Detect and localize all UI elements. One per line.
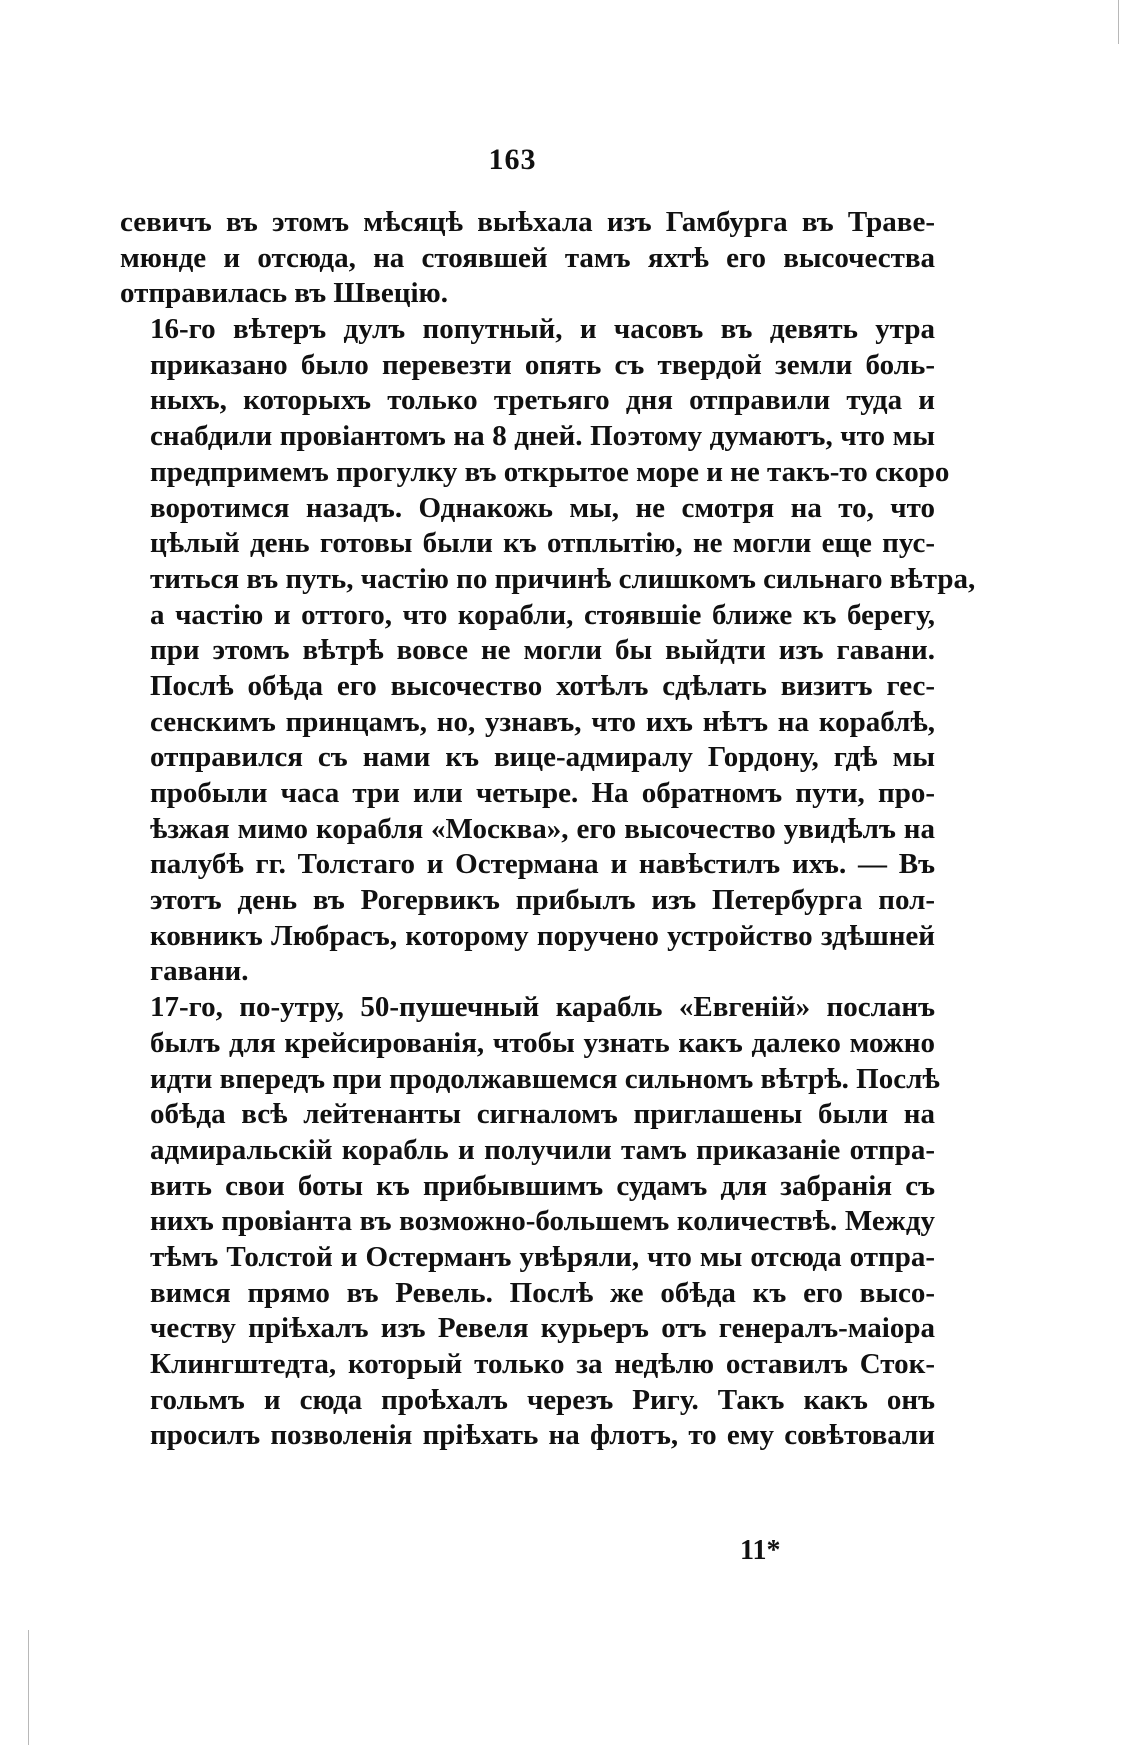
text-line: этотъ день въ Рогервикъ прибылъ изъ Петербурга пол- xyxy=(150,884,935,917)
text-line: просилъ позволенія пріѣхать на флотъ, то ему совѣтовали xyxy=(150,1419,935,1452)
paragraph xyxy=(120,205,935,312)
page-edge-line-bottom xyxy=(28,1630,29,1745)
text-line: гавани. xyxy=(150,955,249,988)
paragraph xyxy=(120,312,976,990)
signature-mark: 11* xyxy=(740,1535,781,1566)
text-line: честву пріѣхалъ изъ Ревеля курьеръ отъ генералъ-маіора xyxy=(150,1312,935,1345)
page-number: 163 xyxy=(488,143,537,176)
text-line: мюнде и отсюда, на стоявшей тамъ яхтѣ его высочества xyxy=(120,241,935,274)
text-line: Клингштедта, который только за недѣлю оставилъ Сток- xyxy=(150,1348,935,1380)
text-line: ѣзжая мимо корабля «Москва», его высочество увидѣлъ на xyxy=(150,812,935,845)
text-line: пробыли часа три или четыре. На обратномъ пути, про- xyxy=(150,777,935,809)
text-line: отправился съ нами къ вице-адмиралу Гордону, гдѣ мы xyxy=(150,741,935,774)
text-line: приказано было перевезти опять съ твердой земли боль- xyxy=(150,348,935,381)
text-line: снабдили провіантомъ на 8 дней. Поэтому думаютъ, что мы xyxy=(150,420,935,453)
text-line: гольмъ и сюда проѣхалъ черезъ Ригу. Такъ какъ онъ xyxy=(150,1383,935,1416)
page-edge-line-top xyxy=(1118,0,1119,44)
text-line: ковникъ Любрасъ, которому поручено устройство здѣшней xyxy=(150,919,935,952)
text-line: а частію и оттого, что корабли, стоявшіе ближе къ берегу, xyxy=(150,598,935,631)
paragraph xyxy=(120,990,940,1454)
text-line: идти впередъ при продолжавшемся сильномъ вѣтрѣ. Послѣ xyxy=(150,1062,940,1095)
text-line: при этомъ вѣтрѣ вовсе не могли бы выйдти изъ гавани. xyxy=(150,634,935,667)
body-text xyxy=(120,205,976,1454)
text-line: цѣлый день готовы были къ отплытію, не могли еще пус- xyxy=(150,527,935,560)
text-line: предпримемъ прогулку въ открытое море и не такъ-то скоро xyxy=(150,455,950,488)
text-line: севичъ въ этомъ мѣсяцѣ выѣхала изъ Гамбурга въ Траве- xyxy=(120,206,935,238)
text-line: палубѣ гг. Толстаго и Остермана и навѣстилъ ихъ. — Въ xyxy=(150,848,935,881)
text-line: 16-го вѣтеръ дулъ попутный, и часовъ въ девять утра xyxy=(150,313,935,346)
text-line: титься въ путь, частію по причинѣ слишкомъ сильнаго вѣтра, xyxy=(150,562,976,595)
text-line: отправилась въ Швецію. xyxy=(120,277,448,310)
text-line: Послѣ обѣда его высочество хотѣлъ сдѣлать визитъ гес- xyxy=(150,669,935,702)
text-line: тѣмъ Толстой и Остерманъ увѣряли, что мы отсюда отпра- xyxy=(150,1240,935,1273)
text-line: вимся прямо въ Ревель. Послѣ же обѣда къ его высо- xyxy=(150,1276,935,1309)
text-line: воротимся назадъ. Однакожь мы, не смотря на то, что xyxy=(150,491,935,524)
text-line: ныхъ, которыхъ только третьяго дня отправили туда и xyxy=(150,384,935,417)
text-line: 17-го, по-утру, 50-пушечный карабль «Евгеній» посланъ xyxy=(150,991,935,1024)
text-line: вить свои боты къ прибывшимъ судамъ для забранія съ xyxy=(150,1169,935,1202)
text-line: былъ для крейсированія, чтобы узнать какъ далеко можно xyxy=(150,1026,935,1059)
text-line: обѣда всѣ лейтенанты сигналомъ приглашены были на xyxy=(150,1098,935,1131)
text-line: адмиральскій корабль и получили тамъ приказаніе отпра- xyxy=(150,1133,935,1166)
text-line: сенскимъ принцамъ, но, узнавъ, что ихъ нѣтъ на кораблѣ, xyxy=(150,705,935,738)
text-line: нихъ провіанта въ возможно-большемъ количествѣ. Между xyxy=(150,1205,935,1238)
